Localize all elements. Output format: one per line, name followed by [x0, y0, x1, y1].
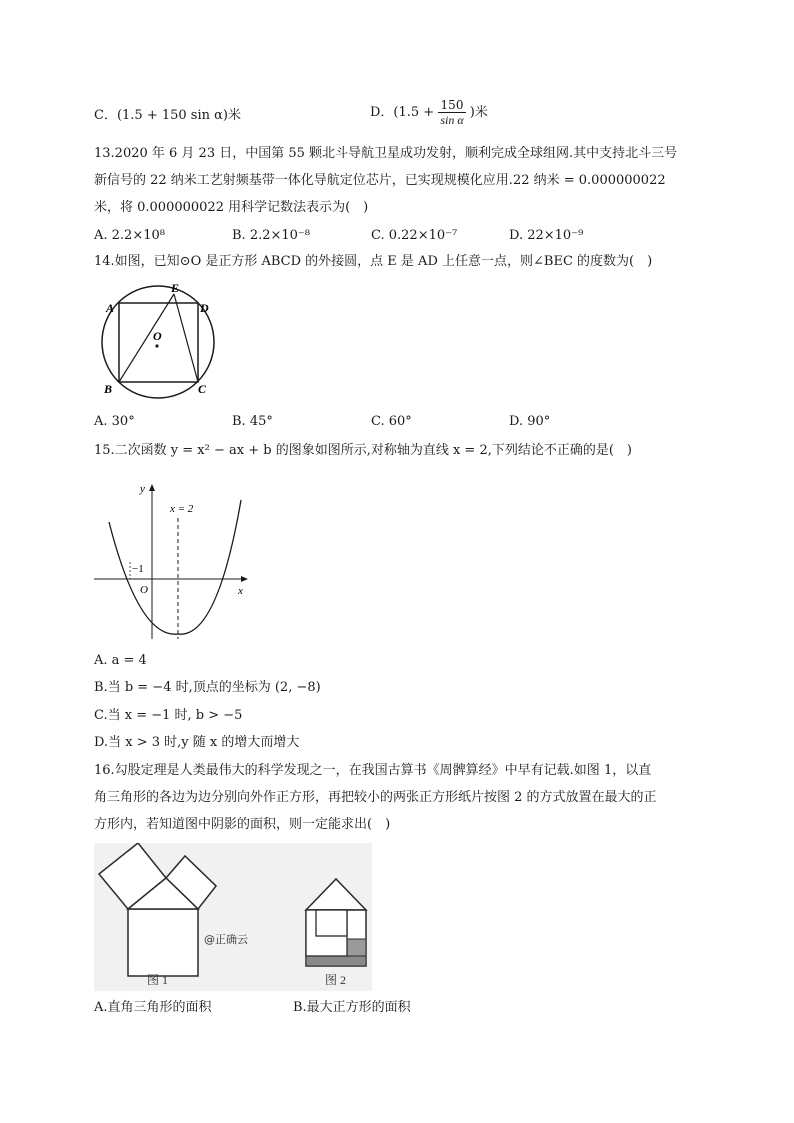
q16-line2: 角三角形的各边为边分别向外作正方形，再把较小的两张正方形纸片按图 2 的方式放置在最大的正	[94, 790, 657, 805]
q16-figure1-caption: 图 1	[147, 973, 169, 987]
q14-label-a: A	[106, 301, 115, 315]
q14-figure	[100, 280, 240, 400]
q16-line1: 16.勾股定理是人类最伟大的科学发现之一，在我国古算书《周髀算经》中早有记载.如图 1，以直	[94, 763, 652, 778]
q15-label-y: y	[140, 483, 145, 495]
q14-label-c: C	[198, 382, 207, 396]
q13-line2: 新信号的 22 纳米工艺射频基带一体化导航定位芯片，已实现规模化应用.22 纳米 = 0.000000022	[94, 173, 666, 188]
q14-segment-ce	[174, 294, 198, 382]
q14-label-d: D	[200, 301, 209, 315]
q12-option-d-fraction	[438, 98, 465, 128]
q15-label-origin: O	[140, 584, 148, 596]
q15-label-minus-one: −1	[132, 563, 144, 575]
q15-option-d: D.当 x > 3 时,y 随 x 的增大而增大	[94, 735, 300, 750]
q13-option-c: C. 0.22×10⁻⁷	[371, 228, 458, 243]
q14-center-point	[155, 344, 158, 347]
q12-option-d	[370, 98, 488, 128]
q16-fig2-roof	[306, 879, 366, 910]
q12-option-d-denominator: sin α	[440, 113, 464, 128]
q16-fig1-large-square	[128, 909, 198, 976]
q13-option-b: B. 2.2×10⁻⁸	[232, 228, 310, 243]
q15-y-axis-arrow	[149, 484, 155, 491]
q15-option-b: B.当 b = −4 时,顶点的坐标为 (2, −8)	[94, 680, 321, 695]
q16-figure2-caption: 图 2	[325, 973, 347, 987]
q13-option-a: A. 2.2×10⁸	[94, 228, 165, 243]
q14-label-b: B	[104, 382, 113, 396]
q15-option-c: C.当 x = −1 时, b > −5	[94, 708, 243, 723]
q13-line1: 13.2020 年 6 月 23 日，中国第 55 颗北斗导航卫星成功发射，顺利完成全球组网.其中支持北斗三号	[94, 146, 678, 161]
q14-option-a: A. 30°	[94, 414, 135, 429]
q12-option-d-suffix: )米	[469, 105, 488, 121]
q12-option-d-prefix: D．(1.5 +	[370, 105, 435, 121]
q12-option-c: C．(1.5 + 150 sin α)米	[94, 108, 241, 123]
q14-option-d: D. 90°	[509, 414, 551, 429]
q15-x-axis-arrow	[241, 576, 248, 582]
q14-option-c: C. 60°	[371, 414, 412, 429]
q16-line3: 方形内，若知道图中阴影的面积，则一定能求出( )	[94, 817, 391, 832]
q14-segment-be	[119, 294, 174, 382]
q16-option-a: A.直角三角形的面积	[94, 1000, 212, 1015]
q16-fig2-small-square	[316, 910, 347, 936]
q12-option-d-numerator: 150	[438, 98, 465, 113]
q16-watermark: @正确云	[204, 933, 248, 946]
q15-parabola-graph	[92, 474, 262, 644]
q15-stem: 15.二次函数 y = x² − ax + b 的图象如图所示,对称轴为直线 x = 2,下列结论不正确的是( )	[94, 443, 633, 458]
q16-fig2-shaded-corner	[347, 939, 366, 956]
q14-option-b: B. 45°	[232, 414, 273, 429]
q14-label-o: O	[153, 329, 162, 343]
q16-option-b: B.最大正方形的面积	[293, 1000, 411, 1015]
q15-label-axis: x = 2	[170, 503, 194, 515]
q16-figure-1	[94, 843, 264, 991]
q14-label-e: E	[171, 281, 180, 295]
q15-option-a: A. a = 4	[94, 653, 147, 668]
q13-line3: 米，将 0.000000022 用科学记数法表示为( )	[94, 200, 369, 215]
q16-fig2-shaded-strip	[306, 956, 366, 966]
q15-parabola-curve	[109, 500, 241, 634]
q14-stem: 14.如图，已知⊙O 是正方形 ABCD 的外接圆，点 E 是 AD 上任意一点，则∠BEC 的度数为( )	[94, 254, 653, 269]
q15-label-x: x	[238, 585, 243, 597]
q13-option-d: D. 22×10⁻⁹	[509, 228, 584, 243]
q16-figure-2	[292, 843, 382, 991]
